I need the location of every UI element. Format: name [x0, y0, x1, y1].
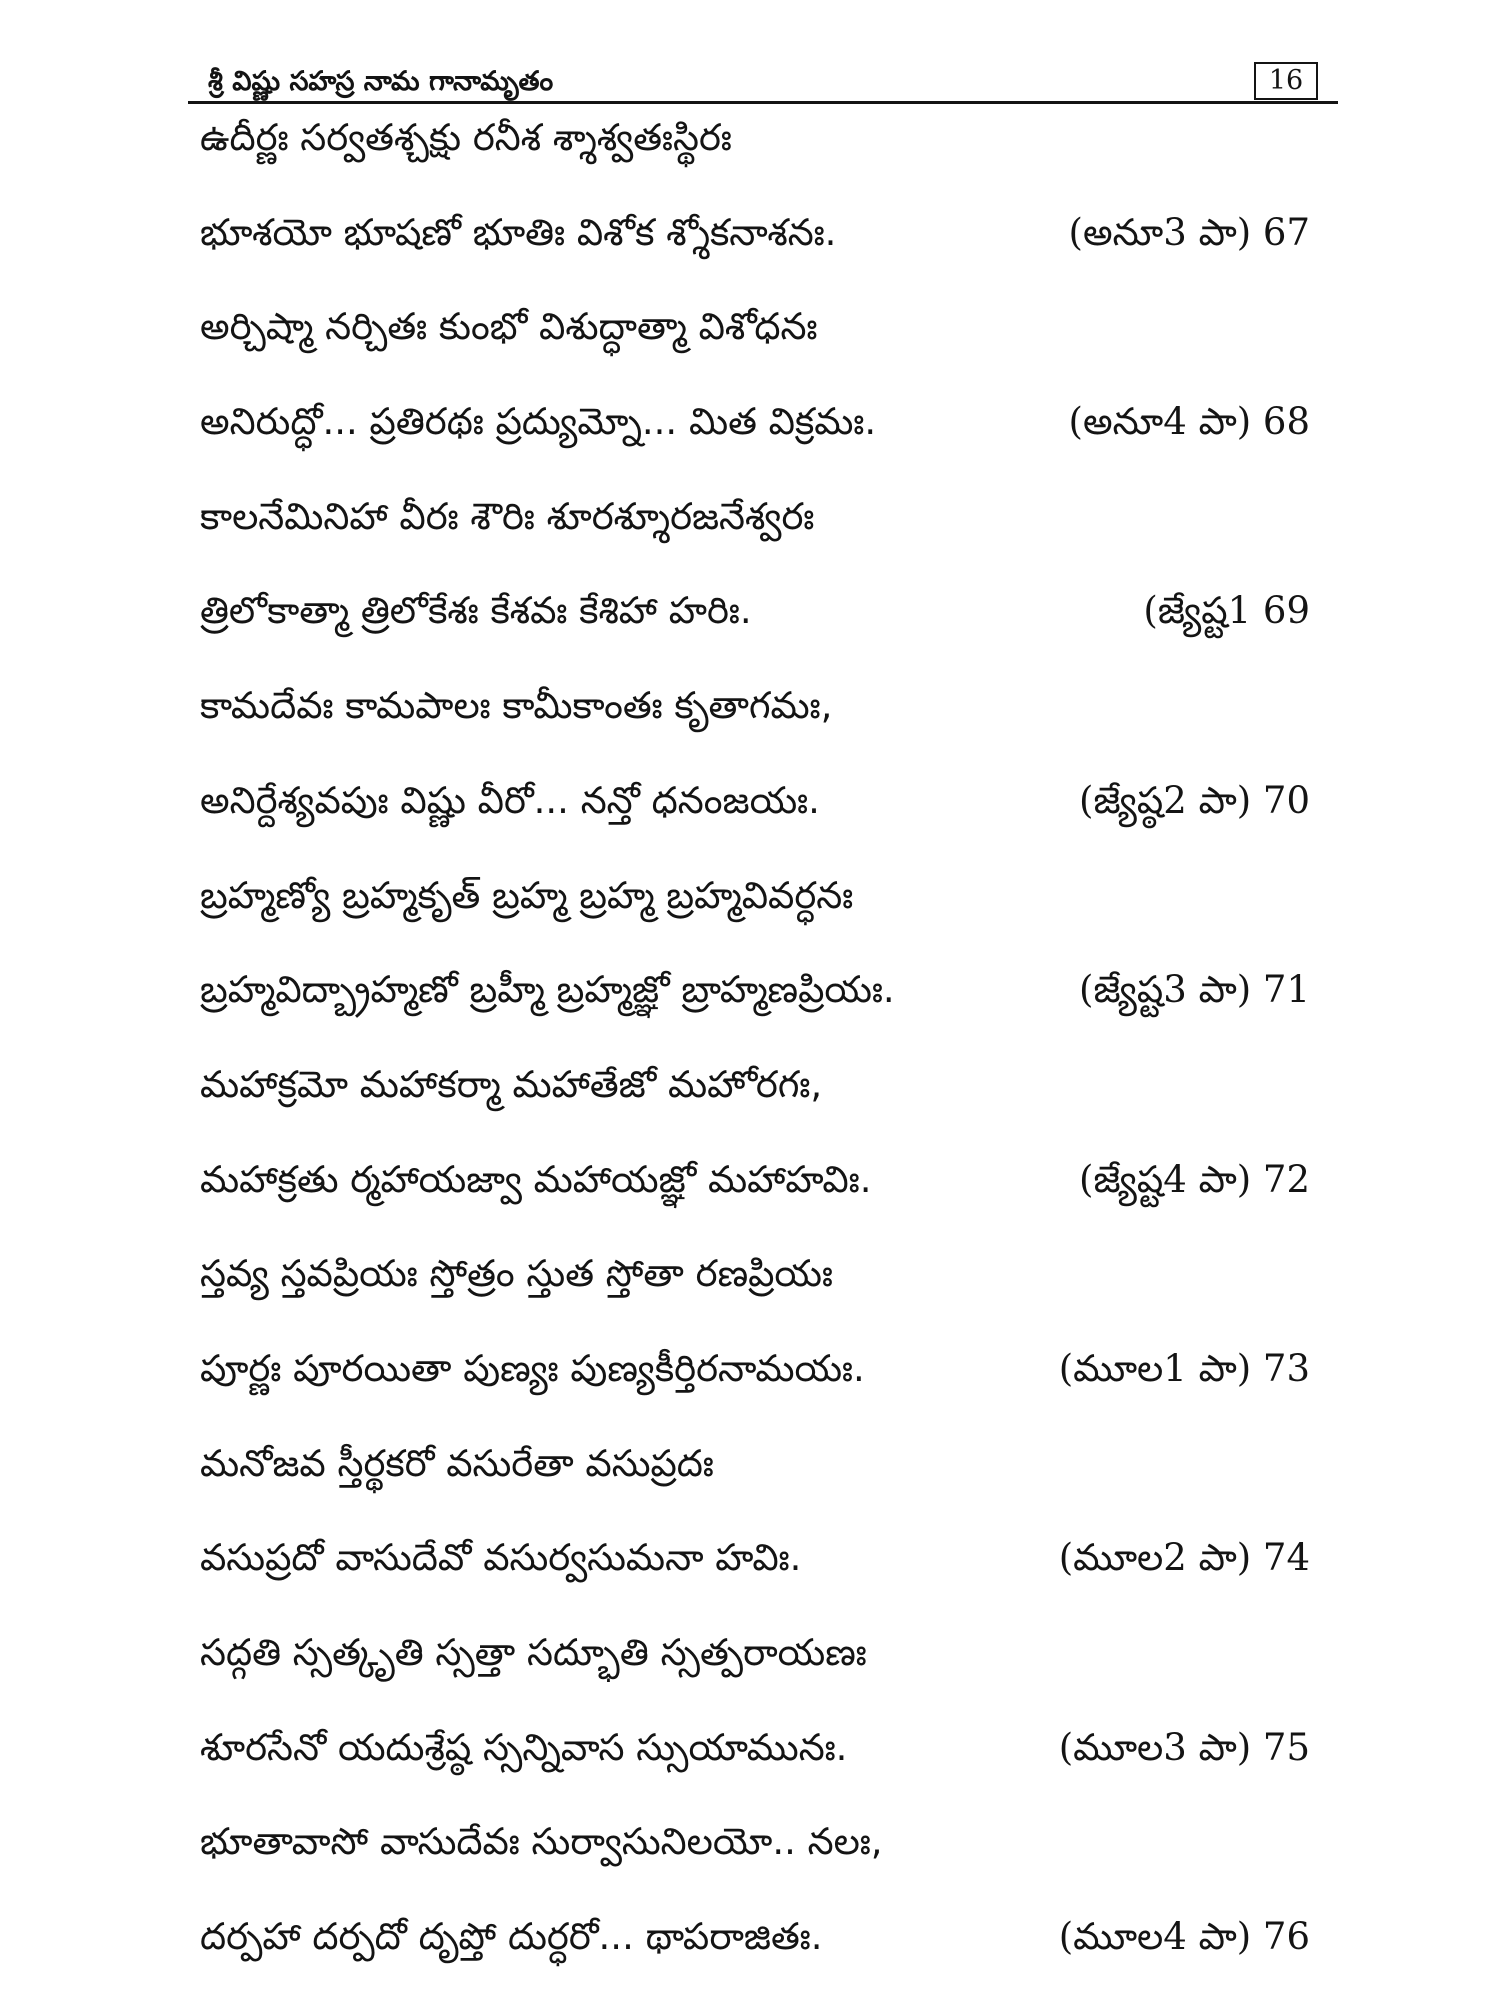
verse-text: బ్రహ్మణ్యో బ్రహ్మకృత్ బ్రహ్మ బ్రహ్మ బ్రహ్మవివర్ధనః [200, 873, 854, 917]
verse-line [200, 874, 1310, 969]
verse-text: అనిరుద్ధో... ప్రతిరథః ప్రద్యుమ్నో... మిత విక్రమః. [200, 400, 877, 444]
verse-text: వసుప్రదో వాసుదేవో వసుర్వసుమనా హవిః. [200, 1536, 802, 1580]
verse-line [200, 1820, 1310, 1915]
verse-text: కామదేవః కామపాలః కామీకాంతః కృతాగమః, [200, 684, 833, 728]
verse-text: అనిర్దేశ్యవపుః విష్ణు వీరో... నన్తో ధనంజయః. [200, 778, 820, 822]
verse-reference: (మూల1 పా) 73 [1058, 1346, 1310, 1390]
page-number: 16 [1254, 62, 1318, 100]
verse-line [200, 968, 1310, 1063]
page-header [188, 58, 1338, 108]
verse-text: కాలనేమినిహా వీరః శౌరిః శూరశ్శూరజనేశ్వరః [200, 494, 815, 538]
verse-line [200, 1442, 1310, 1537]
verse-reference: (జ్యేష్ట4 పా) 72 [1079, 1157, 1310, 1201]
verse-reference: (జ్యేష్ఠ2 పా) 70 [1079, 778, 1310, 822]
verse-line [200, 1252, 1310, 1347]
verse-text: పూర్ణః పూరయితా పుణ్యః పుణ్యకీర్తిరనామయః. [200, 1346, 865, 1390]
verse-reference: (జ్యేష్ట1 69 [1143, 589, 1310, 633]
verse-list [200, 116, 1310, 2010]
verse-line [200, 1347, 1310, 1442]
verse-line [200, 1631, 1310, 1726]
verse-text: ఉదీర్ణః సర్వతశ్చక్షు రనీశ శ్శాశ్వతఃస్థిరః [200, 116, 732, 159]
verse-text: స్తవ్య స్తవప్రియః స్తోత్రం స్తుత స్తోతా రణప్రియః [200, 1252, 833, 1296]
verse-line [200, 589, 1310, 684]
verse-text: సద్గతి స్సత్కృతి స్సత్తా సద్భూతి స్సత్పరాయణః [200, 1631, 867, 1674]
verse-text: భూశయో భూషణో భూతిః విశోక శ్శోకనాశనః. [200, 210, 837, 254]
verse-line [200, 305, 1310, 400]
verse-reference: (అనూ4 పా) 68 [1068, 400, 1310, 444]
verse-line [200, 779, 1310, 874]
verse-line [200, 116, 1310, 211]
header-rule [188, 101, 1338, 104]
verse-text: మహాక్రతు ర్మహాయజ్వా మహాయజ్ఞో మహాహవిః. [200, 1157, 872, 1201]
verse-line [200, 400, 1310, 495]
verse-line [200, 1726, 1310, 1821]
verse-line [200, 1063, 1310, 1158]
verse-text: త్రిలోకాత్మా త్రిలోకేశః కేశవః కేశిహా హరిః. [200, 589, 752, 633]
verse-line [200, 211, 1310, 306]
verse-text: దర్పహా దర్పదో దృప్తో దుర్ధరో... థాపరాజితః. [200, 1915, 823, 1959]
verse-text: బ్రహ్మవిద్బ్రాహ్మణో బ్రహ్మీ బ్రహ్మజ్ఞో బ్రాహ్మణప్రియః. [200, 968, 895, 1012]
verse-reference: (మూల3 పా) 75 [1058, 1725, 1310, 1769]
running-title: శ్రీ విష్ణు సహస్ర నామ గానామృతం [208, 66, 554, 97]
verse-text: మనోజవ స్తీర్థకరో వసురేతా వసుప్రదః [200, 1441, 714, 1485]
verse-text: మహాక్రమో మహాకర్మా మహాతేజో మహోరగః, [200, 1062, 823, 1106]
verse-text: శూరసేనో యదుశ్రేష్ఠ స్సన్నివాస స్సుయామునః. [200, 1725, 848, 1769]
verse-reference: (అనూ3 పా) 67 [1068, 210, 1310, 254]
verse-line [200, 495, 1310, 590]
verse-line [200, 1915, 1310, 2010]
verse-line [200, 1158, 1310, 1253]
verse-text: అర్చిష్మా నర్చితః కుంభో విశుద్ధాత్మా విశోధనః [200, 305, 818, 349]
verse-reference: (జ్యేష్ట3 పా) 71 [1079, 968, 1310, 1012]
verse-line [200, 684, 1310, 779]
verse-reference: (మూల4 పా) 76 [1058, 1915, 1310, 1959]
verse-reference: (మూల2 పా) 74 [1058, 1536, 1310, 1580]
verse-text: భూతావాసో వాసుదేవః సుర్వాసునిలయో.. నలః, [200, 1820, 883, 1864]
verse-line [200, 1536, 1310, 1631]
